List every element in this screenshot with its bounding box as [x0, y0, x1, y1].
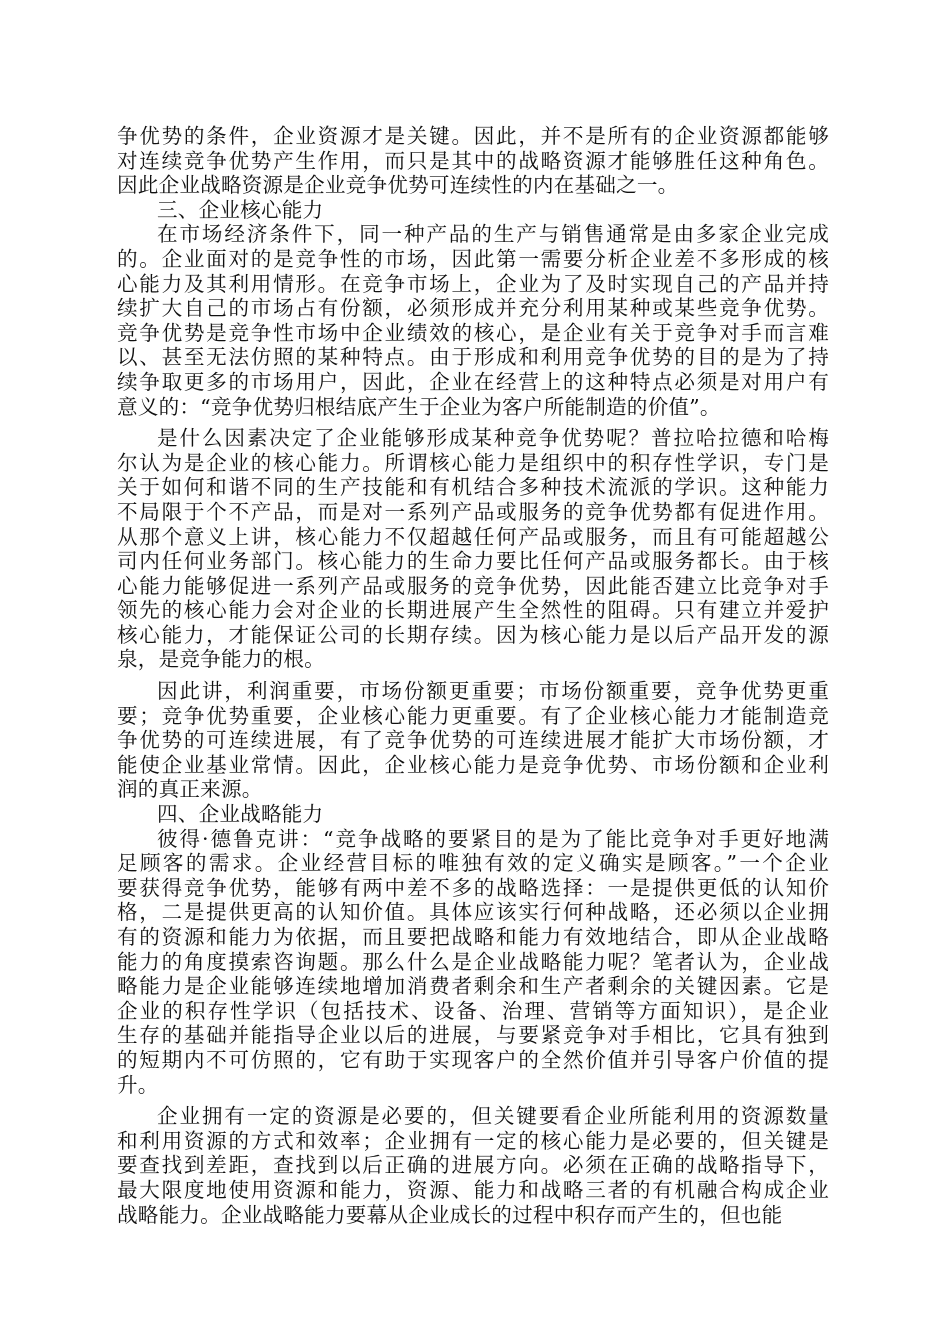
text-line: 续争取更多的市场用户，因此，企业在经营上的这种特点必须是对用户有 [117, 369, 829, 394]
paragraph [117, 1104, 829, 1227]
text-line: 能使企业基业常情。因此，企业核心能力是竞争优势、市场份额和企业利 [117, 752, 829, 777]
text-line: 四、企业战略能力 [157, 802, 324, 827]
text-line: 企业拥有一定的资源是必要的，但关键要看企业所能利用的资源数量 [157, 1104, 829, 1129]
text-line: 格，二是提供更高的认知价值。具体应该实行何种战略，还必须以企业拥 [117, 900, 829, 925]
paragraph [117, 827, 829, 1098]
text-line: 司内任何业务部门。核心能力的生命力要比任何产品或服务都长。由于核 [117, 549, 829, 574]
text-line: 关于如何和谐不同的生产技能和有机结合多种技术流派的学识。这种能力 [117, 475, 829, 500]
text-line: 升。 [117, 1072, 159, 1097]
text-line: 的短期内不可仿照的，它有助于实现客户的全然价值并引导客户价值的提 [117, 1047, 829, 1072]
text-line: 续扩大自己的市场占有份额，必须形成并充分利用某种或某些竞争优势。 [117, 296, 829, 321]
text-line: 企业的积存性学识（包括技术、设备、治理、营销等方面知识），是企业 [117, 998, 829, 1023]
text-line: 三、企业核心能力 [157, 197, 324, 222]
text-line: 不局限于个不产品，而是对一系列产品或服务的竞争优势都有促进作用。 [117, 499, 829, 524]
paragraph [117, 222, 829, 419]
paragraph [117, 124, 829, 198]
text-line: 是什么因素决定了企业能够形成某种竞争优势呢？普拉哈拉德和哈梅 [157, 426, 829, 451]
paragraph-gap [117, 419, 829, 426]
text-line: 要；竞争优势重要，企业核心能力更重要。有了企业核心能力才能制造竞 [117, 703, 829, 728]
text-line: 战略能力。企业战略能力要幕从企业成长的过程中积存而产生的，但也能 [117, 1202, 783, 1227]
text-line: 争优势的可连续进展，有了竞争优势的可连续进展才能扩大市场份额，才 [117, 728, 829, 753]
text-line: 从那个意义上讲，核心能力不仅超越任何产品或服务，而且有可能超越公 [117, 524, 829, 549]
text-line: 意义的：“竞争优势归根结底产生于企业为客户所能制造的价值”。 [117, 394, 721, 419]
text-line: 因此讲，利润重要，市场份额更重要；市场份额重要，竞争优势更重 [157, 679, 829, 704]
section-heading [117, 198, 829, 223]
text-line: 要查找到差距，查找到以后正确的进展方向。必须在正确的战略指导下， [117, 1153, 829, 1178]
document-body [117, 124, 829, 1227]
text-line: 领先的核心能力会对企业的长期进展产生全然性的阻碍。只有建立并爱护 [117, 598, 829, 623]
paragraph [117, 426, 829, 672]
text-line: 争优势的条件，企业资源才是关键。因此，并不是所有的企业资源都能够 [117, 124, 829, 148]
text-line: 竞争优势是竞争性市场中企业绩效的核心，是企业有关于竞争对手而言难 [117, 320, 829, 345]
paragraph-gap [117, 672, 829, 679]
text-line: 心能力能够促进一系列产品或服务的竞争优势，因此能否建立比竞争对手 [117, 573, 829, 598]
text-line: 尔认为是企业的核心能力。所谓核心能力是组织中的积存性学识，专门是 [117, 450, 829, 475]
text-line: 能力的角度摸索咨询题。那么什么是企业战略能力呢？笔者认为，企业战 [117, 949, 829, 974]
text-line: 以、甚至无法仿照的某种特点。由于形成和利用竞争优势的目的是为了持 [117, 345, 829, 370]
text-line: 彼得·德鲁克讲：“竞争战略的要紧目的是为了能比竞争对手更好地满 [157, 826, 829, 851]
text-line: 心能力及其利用情形。在竞争市场上，企业为了及时实现自己的产品并持 [117, 271, 829, 296]
text-line: 在市场经济条件下，同一种产品的生产与销售通常是由多家企业完成 [157, 222, 829, 247]
text-line: 核心能力，才能保证公司的长期存续。因为核心能力是以后产品开发的源 [117, 622, 829, 647]
text-line: 因此企业战略资源是企业竞争优势可连续性的内在基础之一。 [117, 173, 679, 198]
text-line: 足顾客的需求。企业经营目标的唯独有效的定义确实是顾客。”一个企业 [117, 851, 829, 876]
text-line: 对连续竞争优势产生作用，而只是其中的战略资源才能够胜任这种角色。 [117, 148, 829, 173]
text-line: 润的真正来源。 [117, 777, 263, 802]
text-line: 有的资源和能力为依据，而且要把战略和能力有效地结合，即从企业战略 [117, 925, 829, 949]
text-line: 要获得竞争优势，能够有两中差不多的战略选择：一是提供更低的认知价 [117, 875, 829, 900]
paragraph [117, 679, 829, 802]
text-line: 略能力是企业能够连续地增加消费者剩余和生产者剩余的关键因素。它是 [117, 974, 829, 999]
text-line: 生存的基础并能指导企业以后的进展，与要紧竞争对手相比，它具有独到 [117, 1023, 829, 1048]
paragraph-gap [117, 1097, 829, 1104]
text-line: 最大限度地使用资源和能力，资源、能力和战略三者的有机融合构成企业 [117, 1177, 829, 1202]
text-line: 的。企业面对的是竞争性的市场，因此第一需要分析企业差不多形成的核 [117, 246, 829, 271]
section-heading [117, 802, 829, 827]
text-line: 和利用资源的方式和效率；企业拥有一定的核心能力是必要的，但关键是 [117, 1128, 829, 1153]
text-line: 泉，是竞争能力的根。 [117, 647, 325, 672]
